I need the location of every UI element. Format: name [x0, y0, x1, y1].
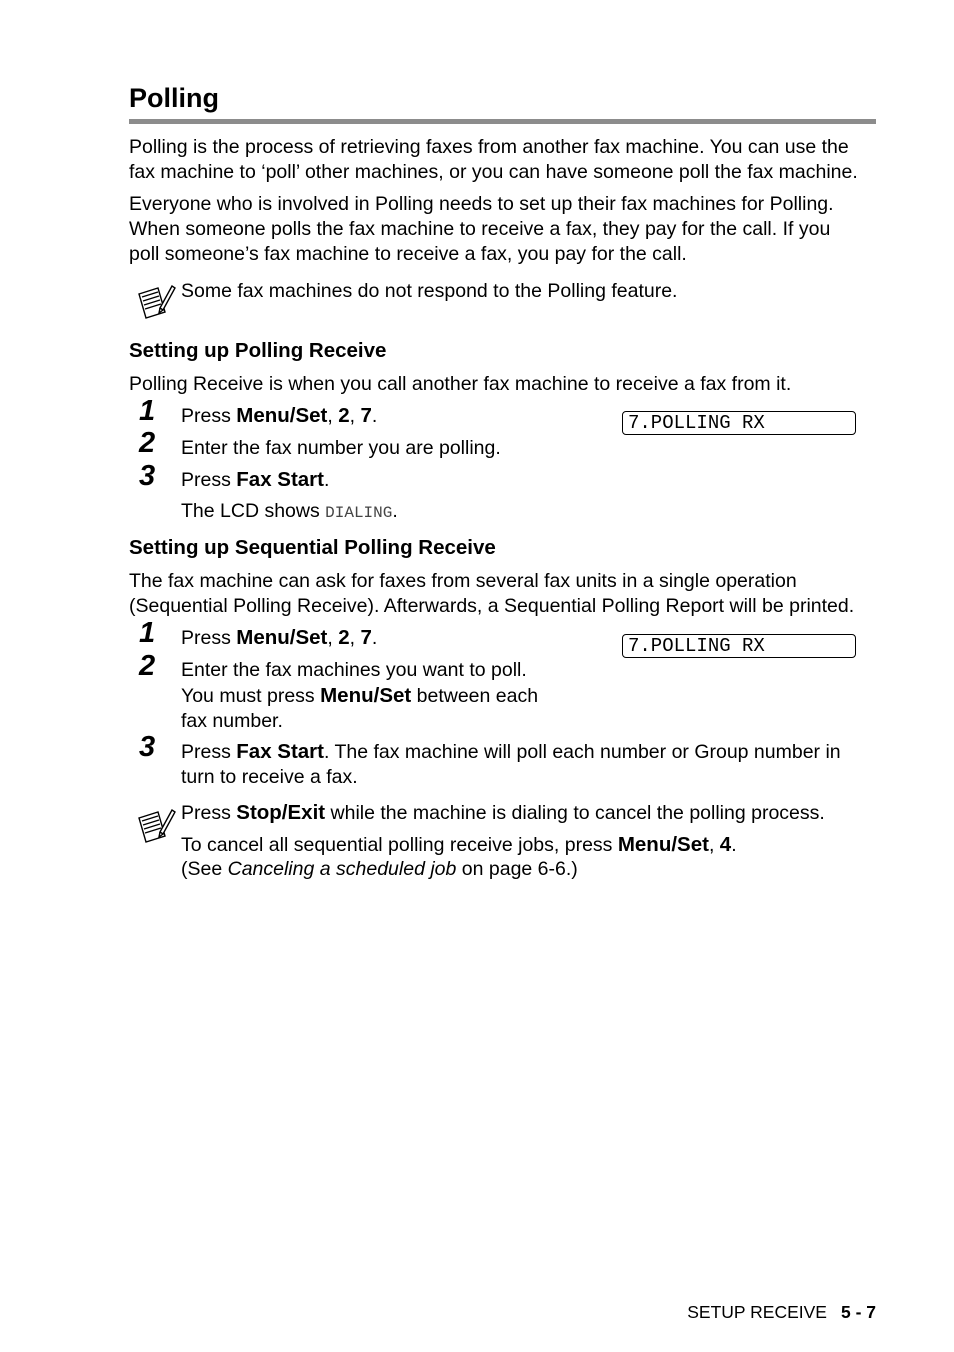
- step-number: 1: [139, 395, 156, 427]
- step-number: 3: [139, 731, 156, 763]
- section-1-description: Polling Receive is when you call another fax machine to receive a fax from it.: [129, 373, 792, 395]
- intro-p2-line2: When someone polls the fax machine to receive a fax, they pay for the call. If you: [129, 218, 831, 240]
- note-2-line-1: Press Stop/Exit while the machine is dialing to cancel the polling process.: [181, 801, 825, 824]
- seq-step-3-text: Press Fax Start. The fax machine will poll each number or Group number in turn to receive a fax.: [181, 740, 841, 788]
- intro-paragraph-1: [129, 135, 858, 185]
- note-pencil-icon: [134, 282, 176, 320]
- key-fax-start: Fax Start: [236, 740, 324, 763]
- key-stop-exit: Stop/Exit: [236, 801, 326, 824]
- step-number: 2: [139, 650, 156, 682]
- cross-reference-link: Canceling a scheduled job: [227, 858, 457, 880]
- intro-p2-line3: poll someone’s fax machine to receive a fax, you pay for the call.: [129, 243, 687, 265]
- page-title: Polling: [129, 83, 219, 113]
- section-2-description: The fax machine can ask for faxes from several fax units in a single operation (Sequential Polling Receive). Afterwards, a Sequential Polling Report will be printed.: [129, 570, 855, 617]
- key-menu-set: Menu/Set: [320, 684, 412, 707]
- step-number: 2: [139, 427, 156, 459]
- lcd-display: 7.POLLING RX: [622, 634, 856, 658]
- page-footer: [687, 1301, 876, 1323]
- seq-step-2-text: Enter the fax machines you want to poll. You must press Menu/Set between each fax number.: [181, 659, 539, 732]
- intro-p1-line2: fax machine to ‘poll’ other machines, or you can have someone poll the fax machine.: [129, 161, 858, 183]
- step-1-text: Press Menu/Set, 2, 7.: [181, 404, 378, 427]
- page-number: 5 - 7: [840, 1302, 876, 1322]
- section-title-polling-receive: Setting up Polling Receive: [129, 339, 387, 362]
- note-1-text: Some fax machines do not respond to the Polling feature.: [181, 280, 678, 302]
- step-number: 1: [139, 617, 156, 649]
- intro-p1-line1: Polling is the process of retrieving faxes from another fax machine. You can use the: [129, 136, 849, 158]
- lcd-message: DIALING: [325, 504, 393, 522]
- step-2-text: Enter the fax number you are polling.: [181, 437, 501, 459]
- key-menu-set: Menu/Set: [617, 833, 709, 856]
- key-fax-start: Fax Start: [236, 468, 324, 491]
- key-menu-set: Menu/Set: [236, 626, 328, 649]
- step-number: 3: [139, 460, 156, 492]
- intro-p2-line1: Everyone who is involved in Polling needs to set up their fax machines for Polling.: [129, 193, 834, 215]
- title-rule: [129, 119, 876, 124]
- footer-section: SETUP RECEIVE: [687, 1302, 827, 1322]
- lcd-shows-line: The LCD shows DIALING.: [181, 500, 398, 522]
- note-2-line-3: (See Canceling a scheduled job on page 6-6.): [181, 858, 578, 880]
- key-menu-set: Menu/Set: [236, 404, 328, 427]
- step-3-text: Press Fax Start.: [181, 468, 330, 491]
- lcd-display: 7.POLLING RX: [622, 411, 856, 435]
- section-title-sequential-polling: Setting up Sequential Polling Receive: [129, 536, 496, 559]
- seq-step-1-text: Press Menu/Set, 2, 7.: [181, 626, 378, 649]
- intro-paragraph-2: [129, 192, 834, 267]
- note-pencil-icon: [134, 806, 176, 844]
- note-2-line-2: To cancel all sequential polling receive jobs, press Menu/Set, 4.: [181, 833, 737, 856]
